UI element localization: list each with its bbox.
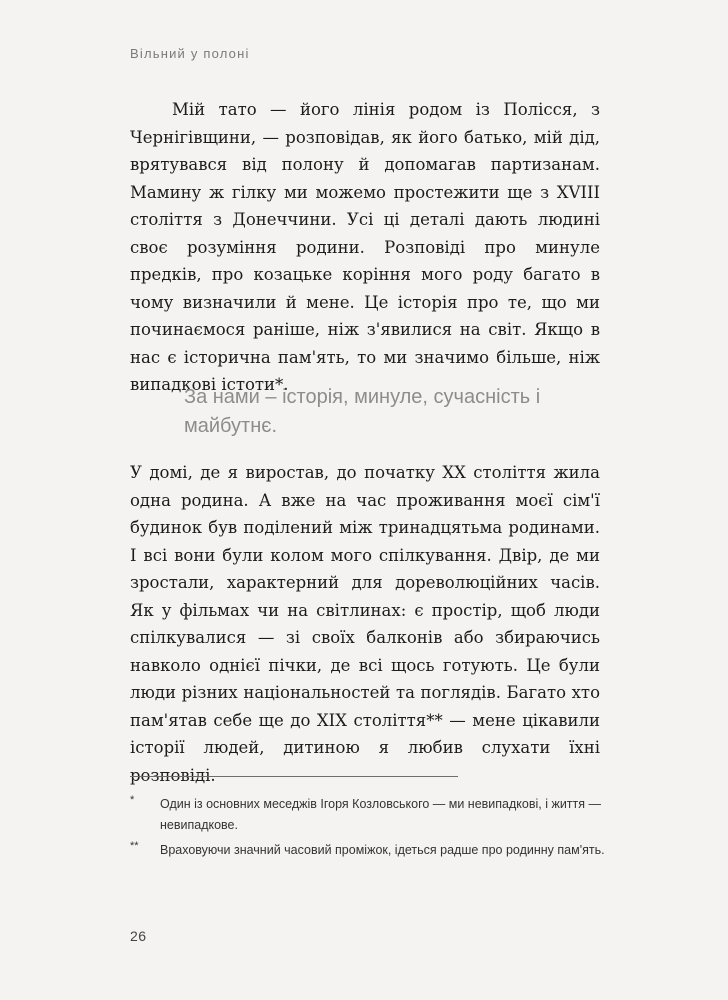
footnote [130, 794, 630, 836]
running-header: Вільний у полоні [130, 46, 250, 61]
footnote [130, 840, 630, 861]
footnote-divider [130, 776, 458, 777]
footnote-text: Враховуючи значний часовий проміжок, ідеться радше про родинну пам'ять. [160, 843, 605, 857]
pull-quote: За нами – історія, минуле, сучасність і майбутнє. [184, 386, 541, 437]
body-paragraph-1: Мій тато — його лінія родом із Полісся, з Чернігівщини, — розповідав, як його батько, мій дід, врятувався від полону й допомагав партизанам. Мамину ж гілку ми можемо простежити ще з XVIII століття з Донеччини. Усі ці деталі дають людині своє розуміння родини. Розповіді про минуле предків, про козацьке коріння мого роду багато в чому визначили й мене. Це історія про те, що ми починаємося раніше, ніж з'явилися на світ. Якщо в нас є історична пам'ять, то ми значимо більше, ніж випадкові істоти*. [130, 100, 600, 394]
footnote-text: Один із основних меседжів Ігоря Козловського — ми невипадкові, і життя — невипадкове. [160, 797, 601, 832]
page-number: 26 [130, 928, 147, 944]
body-paragraph-2: У домі, де я виростав, до початку XX століття жила одна родина. А вже на час проживання моєї сім'ї будинок був поділений між тринадцятьма родинами. І всі вони були колом мого спілкування. Двір, де ми зростали, характерний для дореволюційних часів. Як у фільмах чи на світлинах: є простір, щоб люди спілкувалися — зі своїх балконів або збираючись навколо однієї пічки, де всі щось готують. Це були люди різних національностей та поглядів. Багато хто пам'ятав себе ще до XIX століття** — мене цікавили історії людей, дитиною я любив слухати їхні розповіді. [130, 463, 600, 785]
footnote-mark: ** [130, 840, 139, 852]
footnote-mark: * [130, 794, 135, 806]
